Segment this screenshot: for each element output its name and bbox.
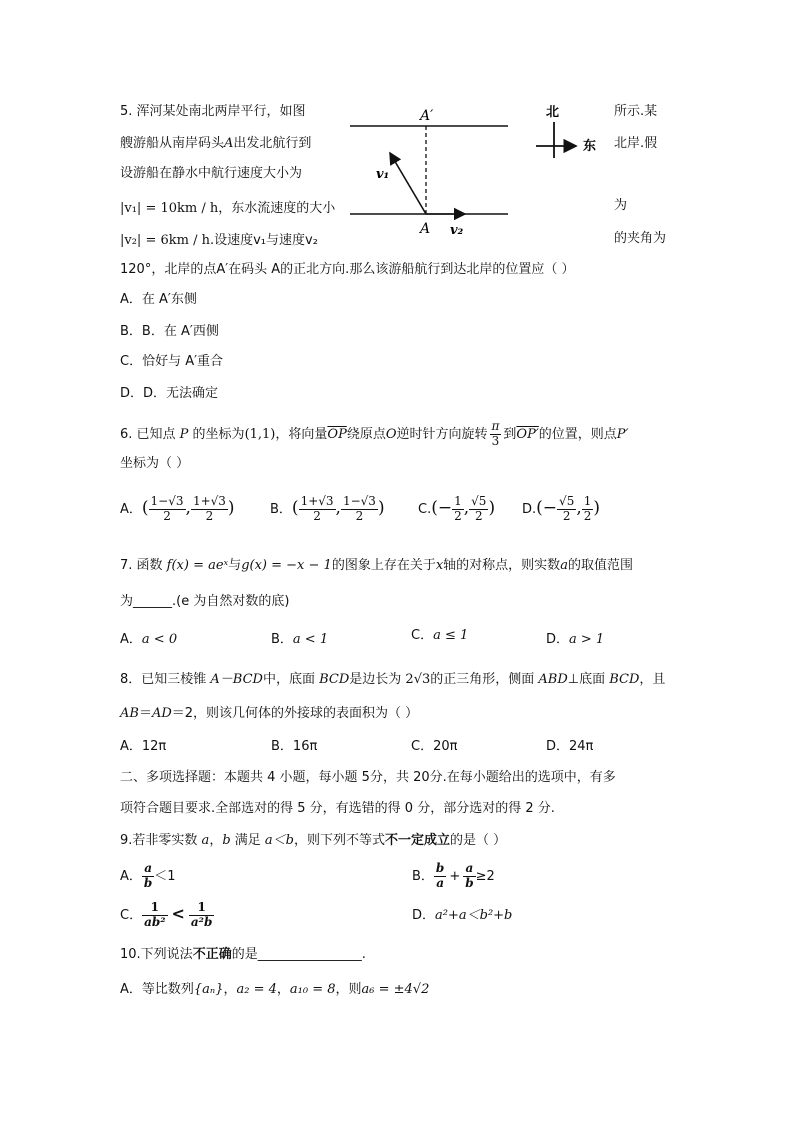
q9-option-b: B． $\frac{b}{a}$ + $\frac{a}{b}$ ≥2 [412,861,495,890]
q8-option-b: B．16π [271,739,318,754]
q8-line2: AB＝AD＝2，则该几何体的外接球的表面积为（ ） [120,706,419,721]
section2-line2: 项符合题目要求.全部选对的得 5 分，有选错的得 0 分，部分选对的得 2 分. [120,801,555,816]
q7-option-b: B．a < 1 [271,632,329,647]
label-A: A [420,221,431,237]
q6-line1: 6. 已知点 P 的坐标为(1,1)，将向量$\overline{OP}$绕原点O逆时针方向旋转 $\frac{\pi}{3}$ 到OP′的位置，则点P′ [120,419,629,448]
q8-option-c: C．20π [411,739,458,754]
q7-option-d: D．a > 1 [546,632,605,647]
q9-option-d: D．a²+a＜b²+b [412,908,513,923]
q5-option-a: A．在 A′东侧 [120,292,197,307]
q9-line1: 9.若非零实数 a，b 满足 a＜b，则下列不等式不一定成立的是（ ） [120,833,507,848]
q7-line2: 为______.(e 为自然对数的底) [120,594,290,609]
q5-right-1: 所示.某 [614,104,658,119]
q5-right-3: 为 [614,198,628,213]
q10-option-a: A．等比数列{aₙ}，a₂ = 4，a₁₀ = 8，则a₆ = ±4√2 [120,982,430,997]
q8-option-d: D．24π [546,739,594,754]
v1-arrow [390,153,426,214]
q5-option-b: B．B．在 A′西侧 [120,324,219,339]
q5-line6: 120°，北岸的点A′在码头 A的正北方向.那么该游船航行到达北岸的位置应（ ） [120,262,575,277]
label-v1: v₁ [376,167,390,182]
label-v2: v₂ [450,223,464,238]
compass-north-label: 北 [546,105,560,120]
river-figure [340,96,610,246]
compass-east-label: 东 [583,139,597,154]
q5-line1: 5. 浑河某处南北两岸平行，如图 [120,104,306,119]
q6-option-c: C.(− $\frac{1}{2}$ , $\frac{√5}{2}$ ) [418,494,496,523]
q6-option-a: A．( $\frac{1-√3}{2}$ , $\frac{1+√3}{2}$ ) [120,494,235,523]
q8-option-a: A．12π [120,739,167,754]
label-A-prime: A′ [420,108,434,124]
q5-option-c: C．恰好与 A′重合 [120,354,224,369]
q10-line1: 10.下列说法不正确的是________________. [120,947,366,962]
q7-option-a: A．a < 0 [120,632,178,647]
section2-line1: 二、多项选择题：本题共 4 小题，每小题 5分，共 20分.在每小题给出的选项中，有多 [120,770,616,785]
q5-right-2: 北岸.假 [614,136,658,151]
q5-right-4: 的夹角为 [614,231,667,246]
q5-line2: 艘游船从南岸码头A出发北航行到 [120,136,312,151]
q5-line3: 设游船在静水中航行速度大小为 [120,166,303,181]
q7-line1: 7. 函数 f(x) = aeˣ与g(x) = −x − 1的图象上存在关于x轴的对称点，则实数a的取值范围 [120,558,633,573]
q9-option-a: A． $\frac{a}{b}$ ＜1 [120,861,176,890]
q6-option-d: D.(− $\frac{√5}{2}$ , $\frac{1}{2}$ ) [522,494,601,523]
q6-option-b: B．( $\frac{1+√3}{2}$ , $\frac{1-√3}{2}$ ) [270,494,385,523]
q6-line2: 坐标为（ ） [120,456,190,471]
q5-line5: |v₂| = 6km / h.设速度v₁与速度v₂ [120,233,318,248]
q5-line4: |v₁| = 10km / h，东水流速度的大小 [120,201,336,216]
q5-option-d: D．D．无法确定 [120,386,219,401]
q8-line1: 8．已知三棱锥 A－BCD中，底面 BCD是边长为 2√3的正三角形，侧面 ABD⊥底面 BCD，且 [120,672,666,687]
q7-option-c: C．a ≤ 1 [411,628,469,643]
q9-option-c: C． $\frac{1}{\text{ab²}}$ < $\frac{1}{\text{a²b}}$ [120,900,213,929]
